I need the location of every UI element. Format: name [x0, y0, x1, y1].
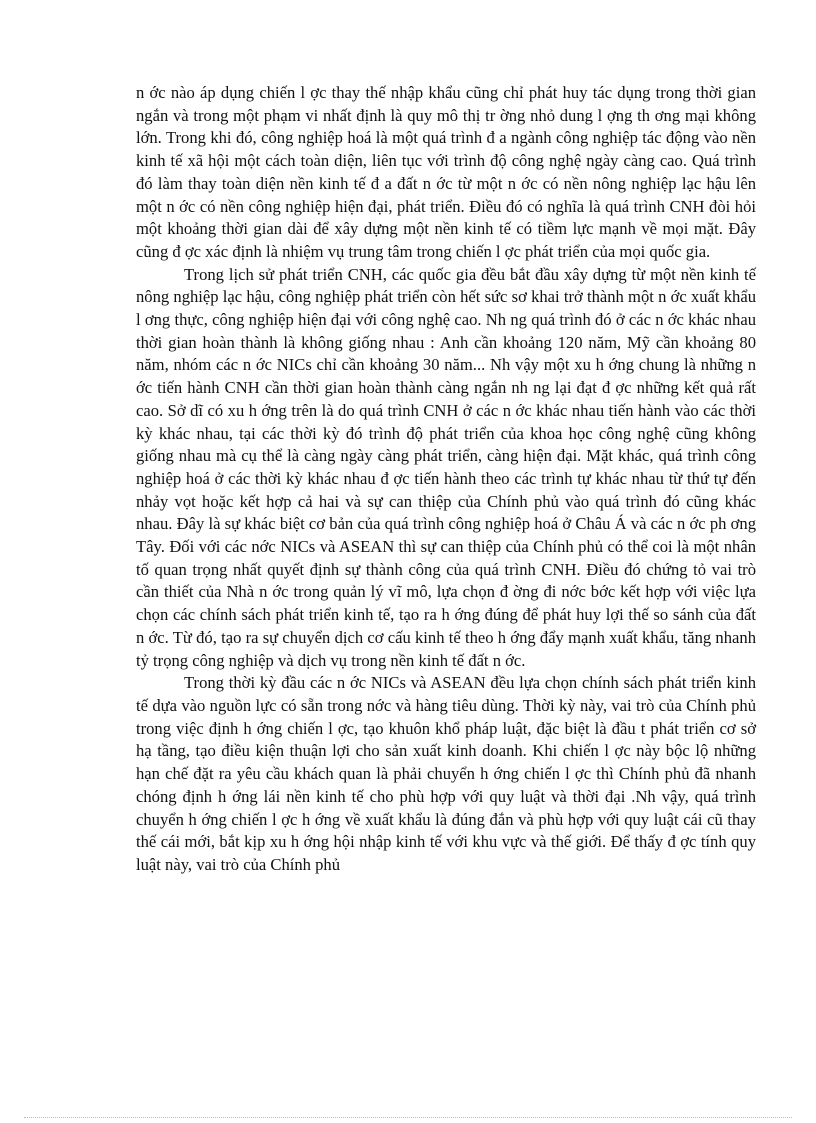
document-page	[136, 82, 756, 877]
page-bottom-divider	[24, 1117, 792, 1118]
paragraph-1: n ớc nào áp dụng chiến l ợc thay thế nhập khẩu cũng chỉ phát huy tác dụng trong thời gian ngắn và trong một phạm vi nhất định là quy mô thị tr ờng nhỏ dung l ợng th ơng mại không lớn. Trong khi đó, công nghiệp hoá là một quá trình đ a ngành công nghiệp tác động vào nền kinh tế xã hội một cách toàn diện, liên tục với trình độ công nghệ ngày càng cao. Quá trình đó làm thay toàn diện nền kinh tế đ a đất n ớc từ một n ớc có nền nông nghiệp lạc hậu lên một n ớc có nền công nghiệp hiện đại, phát triển. Điều đó có nghĩa là quá trình CNH đòi hỏi một khoảng thời gian dài để xây dựng một nền kinh tế có tiềm lực mạnh về mọi mặt. Đây cũng đ ợc xác định là nhiệm vụ trung tâm trong chiến l ợc phát triển của mọi quốc gia.	[136, 83, 756, 261]
paragraph-3: Trong thời kỳ đầu các n ớc NICs và ASEAN đều lựa chọn chính sách phát triển kinh tế dựa vào nguồn lực có sẵn trong nớc và hàng tiêu dùng. Thời kỳ này, vai trò của Chính phủ trong việc định h ớng chiến l ợc, tạo khuôn khổ pháp luật, đặc biệt là đầu t phát triển cơ sở hạ tầng, tạo điều kiện thuận lợi cho sản xuất kinh doanh. Khi chiến l ợc này bộc lộ những hạn chế đặt ra yêu cầu khách quan là phải chuyển h ớng chiến l ợc thì Chính phủ đã nhanh chóng định h ớng lái nền kinh tế cho phù hợp với quy luật và thời đại .Nh vậy, quá trình chuyển h ớng chiến l ợc h ớng về xuất khẩu là đúng đắn và phù hợp với quy luật cái cũ thay thế cái mới, bắt kịp xu h ớng hội nhập kinh tế với khu vực và thế giới. Để thấy đ ợc tính quy luật này, vai trò của Chính phủ	[136, 673, 756, 874]
paragraph-2: Trong lịch sử phát triển CNH, các quốc gia đều bắt đầu xây dựng từ một nền kinh tế nông nghiệp lạc hậu, công nghiệp phát triển còn hết sức sơ khai trở thành một n ớc xuất khẩu l ơng thực, công nghiệp hiện đại với công nghệ cao. Nh ng quá trình đó ở các n ớc khác nhau thời gian hoàn thành là không giống nhau : Anh cần khoảng 120 năm, Mỹ cần khoảng 80 năm, nhóm các n ớc NICs chỉ cần khoảng 30 năm... Nh vậy một xu h ớng chung là những n ớc tiến hành CNH cần thời gian hoàn thành càng ngắn nh ng lại đạt đ ợc những kết quả rất cao. Sở dĩ có xu h ớng trên là do quá trình CNH ở các n ớc khác nhau tiến hành vào các thời kỳ khác nhau, tại các thời kỳ đó trình độ phát triển của khoa học công nghệ cũng không giống nhau mà cụ thể là càng ngày càng phát triển, càng hiện đại. Mặt khác, quá trình công nghiệp hoá ở các thời kỳ khác nhau đ ợc tiến hành theo các trình tự khác nhau từ thứ tự đến nhảy vọt hoặc kết hợp cả hai và sự can thiệp của Chính phủ vào quá trình đó cũng khác nhau. Đây là sự khác biệt cơ bản của quá trình công nghiệp hoá ở Châu Á và các n ớc ph ơng Tây. Đối với các nớc NICs và ASEAN thì sự can thiệp của Chính phủ có thể coi là một nhân tố quan trọng nhất quyết định sự thành công của quá trình CNH. Điều đó chứng tỏ vai trò cần thiết của Nhà n ớc trong quản lý vĩ mô, lựa chọn đ ờng đi nớc bớc kết hợp với việc lựa chọn các chính sách phát triển kinh tế, tạo ra h ớng đúng để phát huy lợi thế so sánh của đất n ớc. Từ đó, tạo ra sự chuyển dịch cơ cấu kinh tế theo h ớng đẩy mạnh xuất khẩu, tăng nhanh tỷ trọng công nghiệp và dịch vụ trong nền kinh tế đất n ớc.	[136, 264, 756, 670]
